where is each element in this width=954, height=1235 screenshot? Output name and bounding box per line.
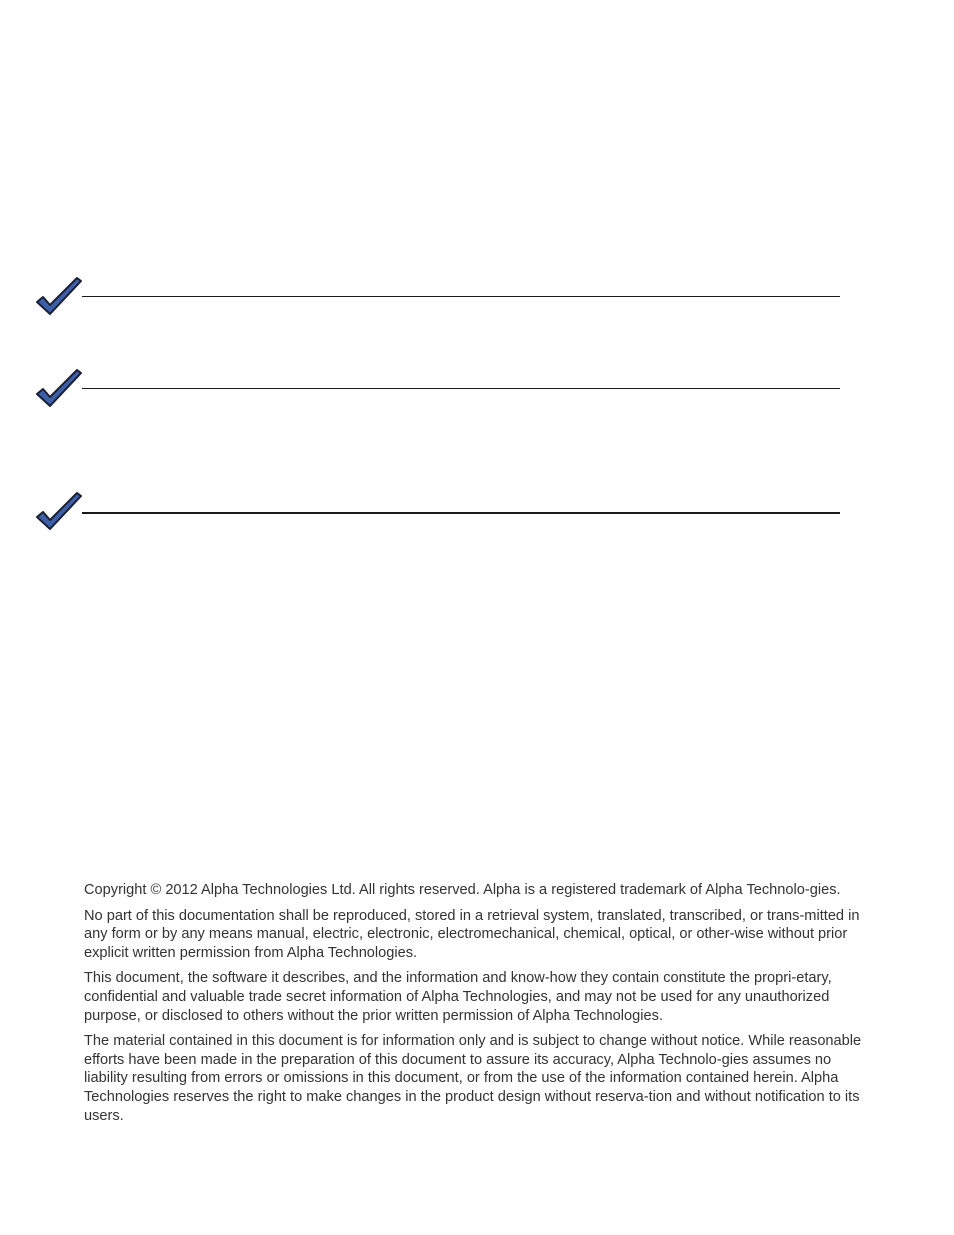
proprietary-paragraph: This document, the software it describes, and the information and know-how they contain constitute the propri-etary, confidential and valuable trade secret information of Alpha Technologies, and may not be used for any unauthorized purpose, or disclosed to others without the prior written permission of Alpha Technologies. bbox=[84, 970, 832, 1024]
copyright-paragraph: Copyright © 2012 Alpha Technologies Ltd. All rights reserved. Alpha is a registered trademark of Alpha Technolo-gies. bbox=[84, 882, 841, 898]
checkmark-icon bbox=[34, 491, 82, 531]
checklist-line-2 bbox=[82, 388, 840, 389]
legal-notice bbox=[84, 881, 874, 1132]
checklist-line-3 bbox=[82, 512, 840, 514]
checklist-item-1 bbox=[34, 276, 840, 316]
checklist-item-2 bbox=[34, 368, 840, 408]
checkmark-icon bbox=[34, 276, 82, 316]
checklist-line-1 bbox=[82, 296, 840, 297]
disclaimer-paragraph: The material contained in this document is for information only and is subject to change without notice. While reasonable efforts have been made in the preparation of this document to assure its accuracy, Alpha Technolo-gies assumes no liability resulting from errors or omissions in this document, or from the use of the information contained herein. Alpha Technologies reserves the right to make changes in the product design without reserva-tion and without notification to its users. bbox=[84, 1033, 862, 1124]
checkmark-icon bbox=[34, 368, 82, 408]
reproduction-paragraph: No part of this documentation shall be reproduced, stored in a retrieval system, translated, transcribed, or trans-mitted in any form or by any means manual, electric, electronic, electromechanical, chemical, optical, or other-wise without prior explicit written permission from Alpha Technologies. bbox=[84, 907, 860, 961]
checklist-item-3 bbox=[34, 491, 840, 531]
